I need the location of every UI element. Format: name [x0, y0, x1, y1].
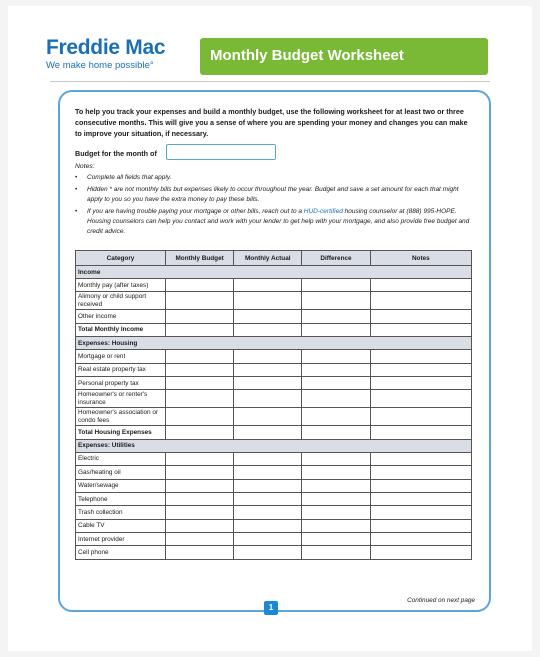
actual-cell[interactable] [234, 408, 302, 426]
table-row [76, 479, 472, 492]
budget-cell[interactable] [166, 350, 234, 363]
actual-cell[interactable] [234, 533, 302, 546]
actual-cell[interactable] [234, 350, 302, 363]
notes-cell[interactable] [370, 376, 471, 389]
budget-table [75, 250, 472, 560]
row-label: Homeowner's or renter's insurance [76, 390, 166, 408]
budget-cell[interactable] [166, 292, 234, 310]
budget-cell[interactable] [166, 363, 234, 376]
notes-cell[interactable] [370, 292, 471, 310]
difference-cell[interactable] [302, 279, 370, 292]
row-label: Cell phone [76, 546, 166, 559]
title-bar [200, 38, 488, 75]
budget-cell[interactable] [166, 376, 234, 389]
notes-cell[interactable] [370, 479, 471, 492]
actual-cell[interactable] [234, 466, 302, 479]
notes-heading: Notes: [75, 163, 95, 170]
section-income: Income [76, 266, 472, 279]
table-row [76, 533, 472, 546]
notes-cell[interactable] [370, 492, 471, 505]
table-row [76, 466, 472, 479]
actual-cell[interactable] [234, 492, 302, 505]
difference-cell[interactable] [302, 408, 370, 426]
row-label: Personal property tax [76, 376, 166, 389]
notes-cell[interactable] [370, 310, 471, 323]
actual-cell[interactable] [234, 323, 302, 336]
intro-paragraph: To help you track your expenses and build a monthly budget, use the following worksheet for at least two or three consecutive months. This will give you a sense of where you are spending your money and changes you can make to improve your situation, if necessary. [75, 107, 468, 138]
bullet-icon: • [75, 186, 78, 193]
table-row [76, 350, 472, 363]
row-label: Mortgage or rent [76, 350, 166, 363]
note-text-end: housing counselor at (888) 995-HOPE. Housing counselors can help you contact and work with your lender to get help with your mortgage, and also provide free budget and credit advice. [87, 208, 470, 235]
row-label: Total Housing Expenses [76, 426, 166, 439]
table-row [76, 310, 472, 323]
header-category: Category [76, 251, 166, 266]
notes-cell[interactable] [370, 390, 471, 408]
bullet-icon: • [75, 174, 78, 181]
row-label: Total Monthly Income [76, 323, 166, 336]
difference-cell[interactable] [302, 479, 370, 492]
row-label: Telephone [76, 492, 166, 505]
page-number-badge: 1 [264, 601, 278, 615]
section-row [76, 266, 472, 279]
difference-cell[interactable] [302, 310, 370, 323]
table-row [76, 426, 472, 439]
difference-cell[interactable] [302, 492, 370, 505]
table-row [76, 492, 472, 505]
table-row [76, 292, 472, 310]
notes-cell[interactable] [370, 279, 471, 292]
budget-cell[interactable] [166, 533, 234, 546]
actual-cell[interactable] [234, 519, 302, 532]
budget-cell[interactable] [166, 466, 234, 479]
table-row [76, 519, 472, 532]
difference-cell[interactable] [302, 533, 370, 546]
notes-cell[interactable] [370, 363, 471, 376]
row-label: Water/sewage [76, 479, 166, 492]
difference-cell[interactable] [302, 323, 370, 336]
row-label: Gas/heating oil [76, 466, 166, 479]
notes-cell[interactable] [370, 426, 471, 439]
section-row [76, 439, 472, 452]
row-label: Electric [76, 452, 166, 465]
page-title: Monthly Budget Worksheet [210, 47, 404, 64]
bullet-icon: • [75, 208, 78, 215]
note-text: Hidden * are not monthly bills but expenses likely to occur throughout the year. Budget and save a set amount for each that might apply to you so you have the extra money to pay these bills. [87, 186, 459, 203]
table-header-row [76, 251, 472, 266]
actual-cell[interactable] [234, 452, 302, 465]
row-label: Cable TV [76, 519, 166, 532]
actual-cell[interactable] [234, 310, 302, 323]
row-label: Other income [76, 310, 166, 323]
actual-cell[interactable] [234, 546, 302, 559]
budget-month-label: Budget for the month of [75, 149, 157, 158]
worksheet-card [58, 90, 491, 612]
logo-name: Freddie Mac [46, 36, 166, 59]
actual-cell[interactable] [234, 279, 302, 292]
section-utilities: Expenses: Utilities [76, 439, 472, 452]
notes-cell[interactable] [370, 408, 471, 426]
notes-cell[interactable] [370, 519, 471, 532]
header-notes: Notes [370, 251, 471, 266]
actual-cell[interactable] [234, 390, 302, 408]
actual-cell[interactable] [234, 426, 302, 439]
budget-cell[interactable] [166, 546, 234, 559]
logo-tagline: We make home possible° [46, 60, 154, 71]
difference-cell[interactable] [302, 390, 370, 408]
budget-cell[interactable] [166, 426, 234, 439]
table-row [76, 390, 472, 408]
table-row [76, 408, 472, 426]
notes-cell[interactable] [370, 533, 471, 546]
row-label: Trash collection [76, 506, 166, 519]
budget-month-field[interactable] [166, 144, 276, 160]
note-text-start: If you are having trouble paying your mortgage or other bills, reach out to a [87, 208, 304, 215]
note-text: Complete all fields that apply. [87, 174, 172, 181]
notes-cell[interactable] [370, 452, 471, 465]
notes-cell[interactable] [370, 323, 471, 336]
notes-cell[interactable] [370, 546, 471, 559]
difference-cell[interactable] [302, 466, 370, 479]
table-row [76, 323, 472, 336]
header-divider [50, 81, 490, 82]
actual-cell[interactable] [234, 363, 302, 376]
notes-cell[interactable] [370, 506, 471, 519]
actual-cell[interactable] [234, 479, 302, 492]
header-monthly-actual: Monthly Actual [234, 251, 302, 266]
difference-cell[interactable] [302, 452, 370, 465]
continued-note: Continued on next page [407, 597, 475, 604]
hud-certified-link[interactable]: HUD-certified [303, 208, 343, 215]
notes-cell[interactable] [370, 350, 471, 363]
freddie-mac-logo [46, 36, 165, 71]
budget-cell[interactable] [166, 492, 234, 505]
row-label: Homeowner's association or condo fees [76, 408, 166, 426]
budget-cell[interactable] [166, 390, 234, 408]
section-row [76, 337, 472, 350]
header-difference: Difference [302, 251, 370, 266]
row-label: Monthly pay (after taxes) [76, 279, 166, 292]
header-monthly-budget: Monthly Budget [166, 251, 234, 266]
table-row [76, 506, 472, 519]
row-label: Real estate property tax [76, 363, 166, 376]
difference-cell[interactable] [302, 546, 370, 559]
difference-cell[interactable] [302, 350, 370, 363]
actual-cell[interactable] [234, 506, 302, 519]
budget-cell[interactable] [166, 408, 234, 426]
difference-cell[interactable] [302, 363, 370, 376]
budget-cell[interactable] [166, 479, 234, 492]
table-row [76, 376, 472, 389]
difference-cell[interactable] [302, 506, 370, 519]
difference-cell[interactable] [302, 376, 370, 389]
budget-cell[interactable] [166, 452, 234, 465]
notes-cell[interactable] [370, 466, 471, 479]
budget-cell[interactable] [166, 519, 234, 532]
difference-cell[interactable] [302, 292, 370, 310]
actual-cell[interactable] [234, 292, 302, 310]
table-row [76, 546, 472, 559]
table-row [76, 452, 472, 465]
budget-cell[interactable] [166, 279, 234, 292]
section-housing: Expenses: Housing [76, 337, 472, 350]
difference-cell[interactable] [302, 519, 370, 532]
table-row [76, 363, 472, 376]
actual-cell[interactable] [234, 376, 302, 389]
note-text [87, 207, 473, 237]
table-row [76, 279, 472, 292]
difference-cell[interactable] [302, 426, 370, 439]
budget-cell[interactable] [166, 506, 234, 519]
row-label: Alimony or child support received [76, 292, 166, 310]
row-label: Internet provider [76, 533, 166, 546]
budget-cell[interactable] [166, 323, 234, 336]
budget-cell[interactable] [166, 310, 234, 323]
